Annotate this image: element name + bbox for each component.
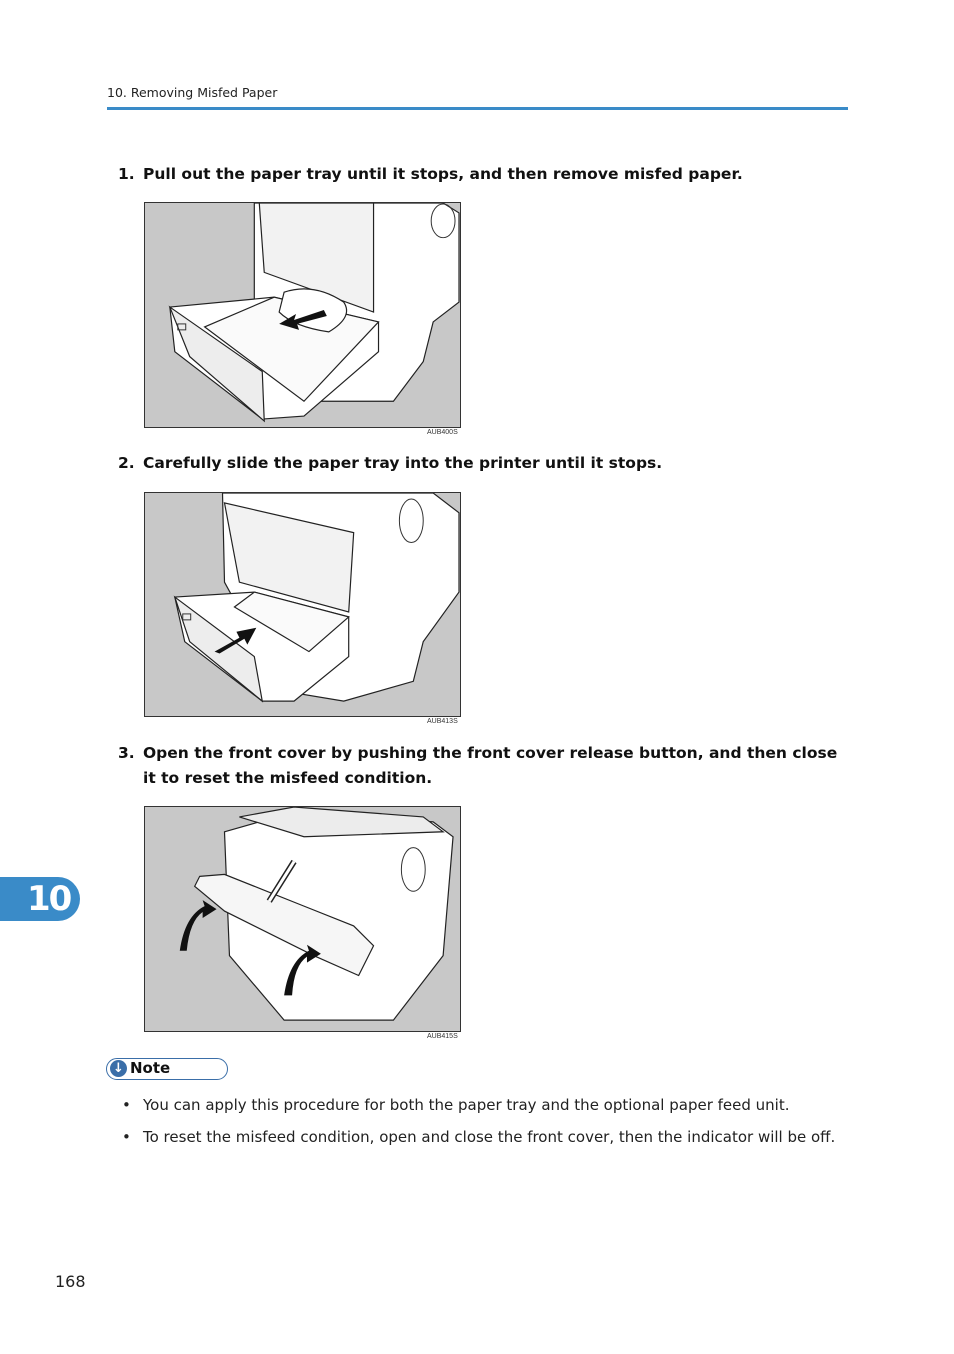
note-badge — [106, 1058, 228, 1080]
figure-slide-in-tray — [144, 492, 461, 717]
step-number: 2. — [118, 454, 135, 472]
list-item-text: You can apply this procedure for both the paper tray and the optional paper feed unit. — [143, 1096, 790, 1114]
step-text: Carefully slide the paper tray into the printer until it stops. — [143, 454, 663, 472]
step-number: 3. — [118, 744, 135, 762]
list-item — [122, 1125, 852, 1149]
bullet-icon: • — [122, 1096, 131, 1114]
bullet-icon: • — [122, 1128, 131, 1146]
figure-code: AUB400S — [427, 429, 458, 436]
chapter-number: 10 — [27, 879, 71, 919]
header-rule — [107, 107, 848, 110]
page-header-text: 10. Removing Misfed Paper — [107, 85, 278, 100]
figure-open-front-cover — [144, 806, 461, 1032]
step-text: Pull out the paper tray until it stops, and then remove misfed paper. — [143, 165, 743, 183]
list-item-text: To reset the misfeed condition, open and close the front cover, then the indicator will be off. — [143, 1128, 836, 1146]
chapter-tab — [0, 877, 80, 921]
note-list — [122, 1093, 852, 1157]
page-number: 168 — [55, 1272, 86, 1291]
step-1 — [118, 162, 853, 187]
step-text: Open the front cover by pushing the front cover release button, and then close it to reset the misfeed condition. — [143, 744, 838, 787]
figure-code: AUB415S — [427, 1033, 458, 1040]
step-2 — [118, 451, 853, 476]
step-3 — [118, 741, 853, 791]
note-label: Note — [130, 1059, 171, 1077]
figure-code: AUB413S — [427, 718, 458, 725]
arrow-down-icon: ↓ — [110, 1060, 127, 1077]
list-item — [122, 1093, 852, 1117]
step-number: 1. — [118, 165, 135, 183]
figure-pull-out-tray — [144, 202, 461, 428]
